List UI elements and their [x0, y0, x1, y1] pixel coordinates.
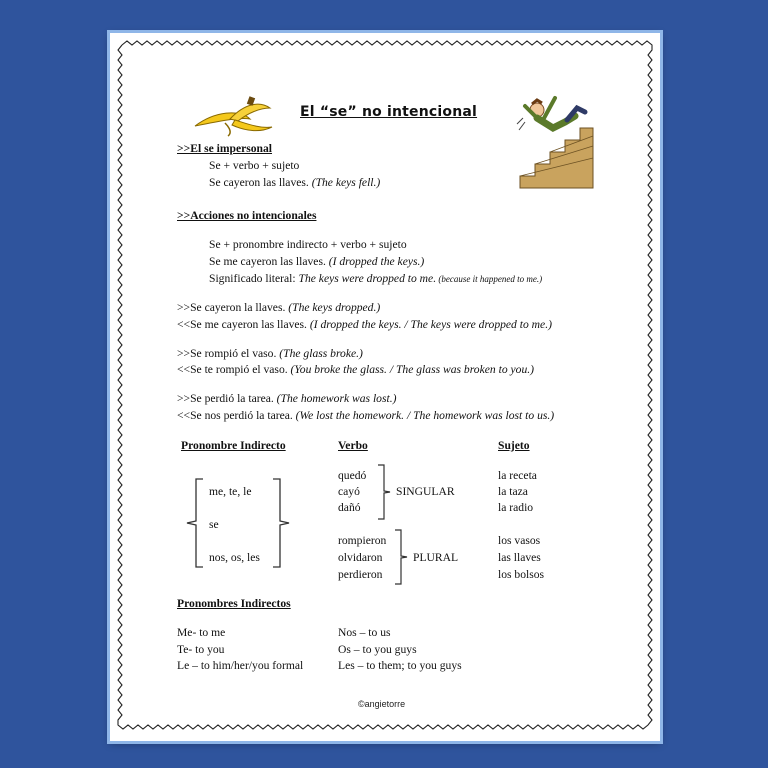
verb-singular: cayó — [338, 485, 360, 498]
subject-plural: las llaves — [498, 551, 541, 564]
section-heading-pronouns: Pronombres Indirectos — [177, 597, 291, 610]
subject-plural: los bolsos — [498, 568, 545, 581]
literal-meaning: Significado literal: The keys were dropped to me. (because it happened to me.) — [209, 272, 543, 285]
subject-singular: la taza — [498, 485, 528, 498]
singular-label: SINGULAR — [396, 485, 455, 498]
pronoun-translation: Le – to him/her/you formal — [177, 659, 304, 672]
col-header-verb: Verbo — [338, 439, 368, 452]
verb-plural: perdieron — [338, 568, 383, 581]
singular-bracket — [374, 463, 396, 521]
copyright: ©angietorre — [358, 699, 406, 709]
banana-peel-icon — [190, 93, 275, 138]
pronoun-translation: Os – to you guys — [338, 643, 417, 656]
section-heading-impersonal: >>El se impersonal — [177, 142, 273, 155]
pronoun-row: nos, os, les — [209, 551, 260, 564]
page-title: El “se” no intencional — [300, 104, 478, 120]
verb-plural: rompieron — [338, 534, 387, 547]
example-impersonal: Se cayeron las llaves. (The keys fell.) — [209, 176, 381, 189]
verb-singular: dañó — [338, 501, 361, 514]
pronoun-row: me, te, le — [209, 485, 252, 498]
section-heading-unintentional: >>Acciones no intencionales — [177, 209, 317, 222]
pronoun-translation: Te- to you — [177, 643, 225, 656]
example-pair-a: >>Se perdió la tarea. (The homework was lost.) — [177, 392, 397, 405]
example-unintentional: Se me cayeron las llaves. (I dropped the keys.) — [209, 255, 425, 268]
subject-plural: los vasos — [498, 534, 541, 547]
plural-label: PLURAL — [413, 551, 459, 564]
verb-plural: olvidaron — [338, 551, 383, 564]
example-pair-a: >>Se rompió el vaso. (The glass broke.) — [177, 347, 363, 360]
plural-bracket — [391, 528, 413, 586]
worksheet-page — [110, 33, 660, 741]
subject-singular: la radio — [498, 501, 534, 514]
example-pair-b: <<Se nos perdió la tarea. (We lost the homework. / The homework was lost to us.) — [177, 409, 555, 422]
subject-singular: la receta — [498, 469, 537, 482]
pronoun-translation: Me- to me — [177, 626, 226, 639]
example-pair-b: <<Se te rompió el vaso. (You broke the glass. / The glass was broken to you.) — [177, 363, 535, 376]
pronoun-translation: Nos – to us — [338, 626, 391, 639]
pronoun-translation: Les – to them; to you guys — [338, 659, 462, 672]
verb-singular: quedó — [338, 469, 367, 482]
falling-man-stairs-icon — [515, 88, 595, 193]
formula-unintentional: Se + pronombre indirecto + verbo + sujeto — [209, 238, 407, 251]
pronoun-row: se — [209, 518, 219, 531]
formula-impersonal: Se + verbo + sujeto — [209, 159, 300, 172]
col-header-pronoun: Pronombre Indirecto — [181, 439, 286, 452]
col-header-subject: Sujeto — [498, 439, 530, 452]
example-pair-a: >>Se cayeron la llaves. (The keys dropped.) — [177, 301, 381, 314]
example-pair-b: <<Se me cayeron las llaves. (I dropped the keys. / The keys were dropped to me.) — [177, 318, 552, 331]
